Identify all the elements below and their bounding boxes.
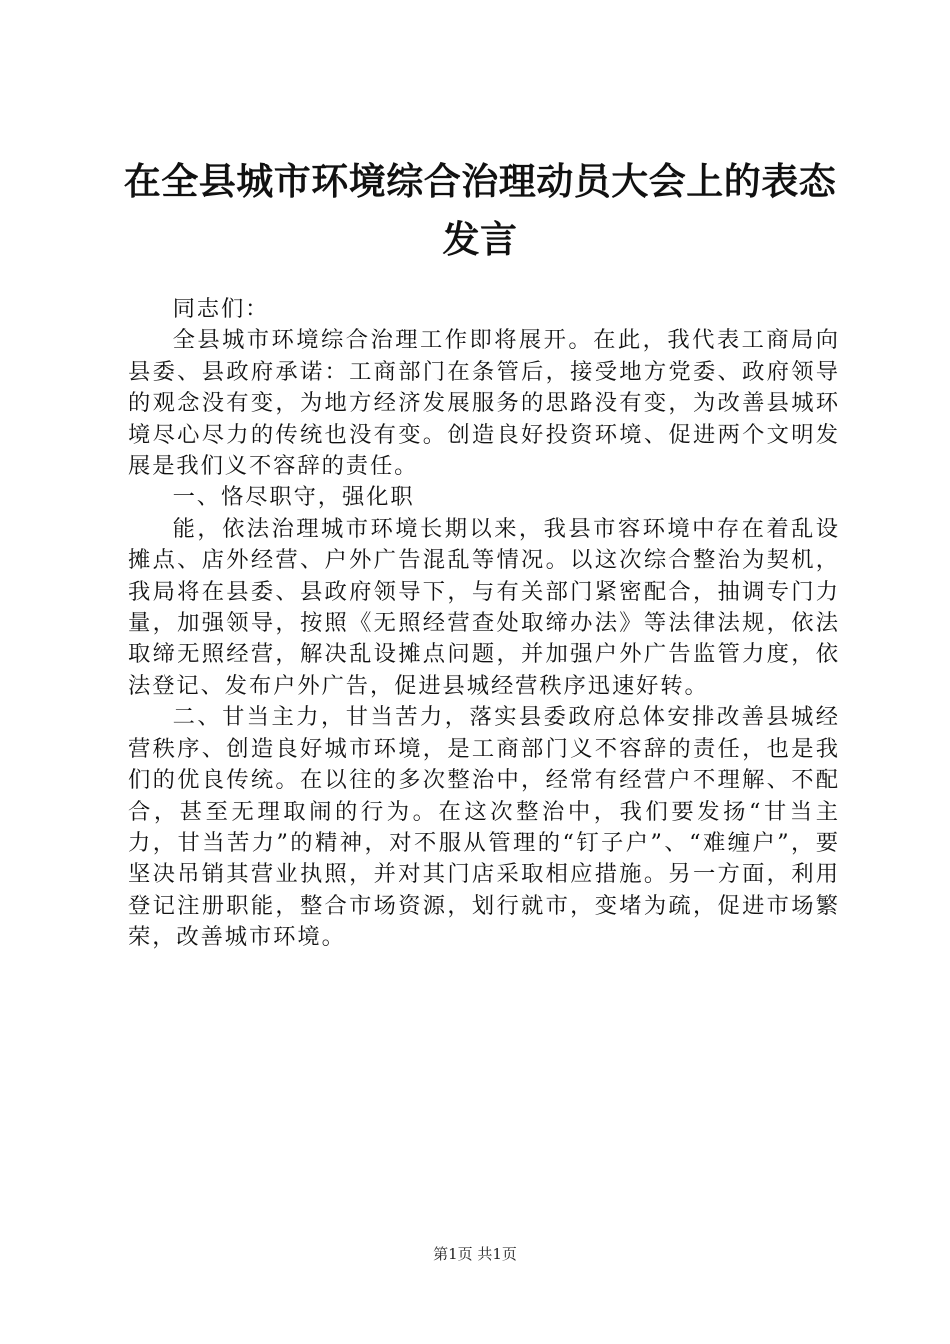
page-number-footer: 第1页 共1页 [433,1245,517,1263]
document-body [128,294,840,954]
body-paragraph-intro: 全县城市环境综合治理工作即将展开。在此，我代表工商局向县委、县政府承诺：工商部门在条管后，接受地方党委、政府领导的观念没有变，为地方经济发展服务的思路没有变，为改善县城环境尽心尽力的传统也没有变。创造良好投资环境、促进两个文明发展是我们义不容辞的责任。 [128,327,840,480]
document-title: 在全县城市环境综合治理动员大会上的表态发言 [123,159,837,261]
body-paragraph-section-two: 二、甘当主力，甘当苦力，落实县委政府总体安排改善县城经营秩序、创造良好城市环境，是工商部门义不容辞的责任，也是我们的优良传统。在以往的多次整治中，经常有经营户不理解、不配合，甚至无理取闹的行为。在这次整治中，我们要发扬“甘当主力，甘当苦力”的精神，对不服从管理的“钉子户”、“难缠户”，要坚决吊销其营业执照，并对其门店采取相应措施。另一方面，利用登记注册职能，整合市场资源，划行就市，变堵为疏，促进市场繁荣，改善城市环境。 [128,704,840,951]
salutation: 同志们： [172,296,270,322]
body-paragraph-section-one: 能，依法治理城市环境长期以来，我县市容环境中存在着乱设摊点、店外经营、户外广告混乱等情况。以这次综合整治为契机，我局将在县委、县政府领导下，与有关部门紧密配合，抽调专门力量，加强领导，按照《无照经营查处取缔办法》等法律法规，依法取缔无照经营，解决乱设摊点问题，并加强户外广告监管力度，依法登记、发布户外广告，促进县城经营秩序迅速好转。 [128,515,840,699]
section-heading-one: 一、恪尽职守，强化职 [172,484,415,511]
